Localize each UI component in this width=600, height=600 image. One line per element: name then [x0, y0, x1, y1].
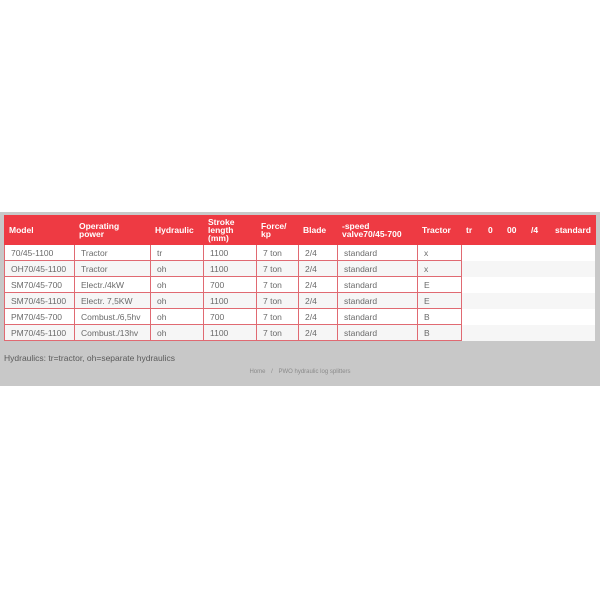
empty-cell — [503, 261, 527, 277]
table-cell: standard — [338, 261, 418, 277]
table-cell: standard — [338, 309, 418, 325]
table-row — [5, 293, 596, 309]
table-cell: E — [418, 293, 462, 309]
empty-cell — [503, 245, 527, 261]
empty-cell — [503, 293, 527, 309]
empty-cell — [551, 277, 596, 293]
column-header: Blade — [299, 216, 338, 245]
table-cell: x — [418, 245, 462, 261]
table-cell: 2/4 — [299, 261, 338, 277]
table-cell: 2/4 — [299, 309, 338, 325]
table-cell: 7 ton — [257, 325, 299, 341]
table-cell: oh — [151, 309, 204, 325]
table-cell: 7 ton — [257, 277, 299, 293]
empty-cell — [527, 261, 551, 277]
empty-cell — [462, 309, 484, 325]
empty-cell — [462, 325, 484, 341]
table-row — [5, 277, 596, 293]
column-header: Model — [5, 216, 75, 245]
table-cell: Tractor — [75, 245, 151, 261]
table-cell: SM70/45-700 — [5, 277, 75, 293]
table-cell: 2/4 — [299, 293, 338, 309]
table-cell: 1100 — [204, 325, 257, 341]
table-cell: standard — [338, 293, 418, 309]
table-row — [5, 309, 596, 325]
table-cell: 1100 — [204, 261, 257, 277]
content-panel — [0, 212, 600, 386]
table-cell: standard — [338, 245, 418, 261]
table-cell: Electr. 7,5KW — [75, 293, 151, 309]
breadcrumb-current: PWO hydraulic log splitters — [278, 369, 351, 375]
table-body — [5, 245, 596, 341]
empty-cell — [527, 277, 551, 293]
table-header-row — [5, 216, 596, 245]
empty-cell — [462, 293, 484, 309]
empty-cell — [484, 293, 503, 309]
table-row — [5, 325, 596, 341]
empty-cell — [484, 325, 503, 341]
table-cell: x — [418, 261, 462, 277]
column-header: 0 — [484, 216, 503, 245]
empty-cell — [551, 245, 596, 261]
column-header: Stroke length (mm) — [204, 216, 257, 245]
table-cell: B — [418, 309, 462, 325]
empty-cell — [484, 261, 503, 277]
empty-cell — [503, 325, 527, 341]
empty-cell — [527, 325, 551, 341]
table-cell: OH70/45-1100 — [5, 261, 75, 277]
table-cell: standard — [338, 325, 418, 341]
table-cell: 7 ton — [257, 293, 299, 309]
table-cell: 7 ton — [257, 309, 299, 325]
table-cell: Combust./6,5hv — [75, 309, 151, 325]
table-cell: PM70/45-700 — [5, 309, 75, 325]
table-cell: 2/4 — [299, 245, 338, 261]
column-header: /4 — [527, 216, 551, 245]
empty-cell — [551, 261, 596, 277]
empty-cell — [527, 293, 551, 309]
table-cell: tr — [151, 245, 204, 261]
column-header: Hydraulic — [151, 216, 204, 245]
table-cell: Combust./13hv — [75, 325, 151, 341]
table-cell: Tractor — [75, 261, 151, 277]
empty-cell — [527, 245, 551, 261]
empty-cell — [527, 309, 551, 325]
table-cell: 2/4 — [299, 277, 338, 293]
table-cell: 1100 — [204, 245, 257, 261]
empty-cell — [462, 277, 484, 293]
column-header: Tractor — [418, 216, 462, 245]
empty-cell — [484, 245, 503, 261]
table-cell: 7 ton — [257, 245, 299, 261]
table-cell: PM70/45-1100 — [5, 325, 75, 341]
column-header: 00 — [503, 216, 527, 245]
breadcrumb-separator: / — [271, 369, 273, 375]
table-cell: oh — [151, 325, 204, 341]
column-header: tr — [462, 216, 484, 245]
hydraulics-note: Hydraulics: tr=tractor, oh=separate hydraulics — [4, 353, 176, 363]
empty-cell — [551, 325, 596, 341]
column-header: standard — [551, 216, 596, 245]
empty-cell — [551, 293, 596, 309]
table-cell: 700 — [204, 277, 257, 293]
breadcrumb — [0, 369, 600, 375]
empty-cell — [462, 261, 484, 277]
empty-cell — [484, 309, 503, 325]
table-cell: B — [418, 325, 462, 341]
table-cell: 1100 — [204, 293, 257, 309]
table-cell: SM70/45-1100 — [5, 293, 75, 309]
table-cell: Electr./4kW — [75, 277, 151, 293]
table-cell: 700 — [204, 309, 257, 325]
column-header: Operating power — [75, 216, 151, 245]
table-cell: E — [418, 277, 462, 293]
empty-cell — [551, 309, 596, 325]
table-row — [5, 261, 596, 277]
column-header: -speed valve70/45-700 — [338, 216, 418, 245]
table-cell: standard — [338, 277, 418, 293]
table-cell: 2/4 — [299, 325, 338, 341]
empty-cell — [484, 277, 503, 293]
table-cell: oh — [151, 261, 204, 277]
specs-table — [4, 215, 596, 341]
empty-cell — [503, 277, 527, 293]
column-header: Force/ kp — [257, 216, 299, 245]
empty-cell — [503, 309, 527, 325]
table-cell: 7 ton — [257, 261, 299, 277]
table-cell: 70/45-1100 — [5, 245, 75, 261]
table-row — [5, 245, 596, 261]
table-cell: oh — [151, 277, 204, 293]
breadcrumb-home-link[interactable]: Home — [249, 369, 266, 375]
empty-cell — [462, 245, 484, 261]
table-cell: oh — [151, 293, 204, 309]
